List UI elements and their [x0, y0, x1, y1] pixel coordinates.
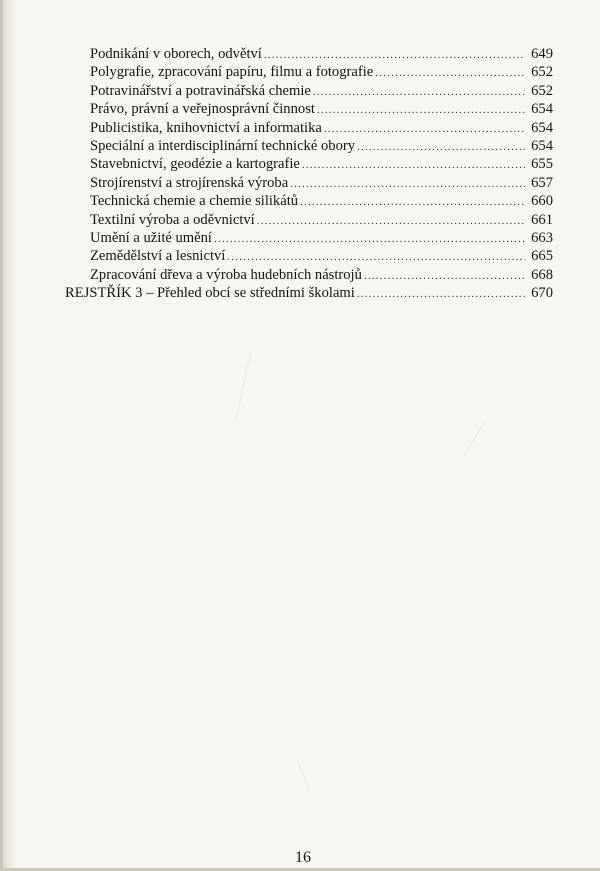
toc-entry[interactable]	[65, 100, 553, 118]
toc-entry-page: 655	[531, 156, 553, 173]
dot-leader	[257, 212, 525, 230]
toc-entry-page: 657	[531, 174, 553, 191]
dot-leader	[357, 138, 525, 156]
toc-entry-title: Umění a užité umění	[90, 229, 212, 246]
dot-leader	[313, 83, 525, 101]
toc-entry[interactable]	[65, 63, 553, 81]
toc-entry-page: 654	[531, 137, 553, 154]
dot-leader	[227, 248, 525, 266]
toc-entry-title: Potravinářství a potravinářská chemie	[90, 82, 311, 99]
toc-entry-page: 654	[531, 101, 553, 118]
dot-leader	[317, 101, 525, 119]
dot-leader	[290, 175, 525, 193]
toc-entry-title: Právo, právní a veřejnosprávní činnost	[90, 101, 315, 118]
toc-entry-page: 660	[531, 193, 553, 210]
table-of-contents	[65, 45, 553, 302]
toc-entry[interactable]	[65, 192, 553, 210]
toc-entry-page: 663	[531, 229, 553, 246]
toc-entry-title: Zpracování dřeva a výroba hudebních nástrojů	[90, 266, 362, 283]
toc-entry[interactable]	[65, 155, 553, 173]
toc-entry-page: 668	[531, 266, 553, 283]
toc-entry[interactable]	[65, 266, 553, 284]
show-through-mark	[298, 761, 309, 790]
toc-entry[interactable]	[65, 211, 553, 229]
toc-entry-page: 661	[531, 211, 553, 228]
show-through-mark	[236, 351, 252, 420]
toc-entry-title: Textilní výroba a oděvnictví	[90, 211, 255, 228]
toc-entry-title: Publicistika, knihovnictví a informatika	[90, 119, 322, 136]
toc-entry-page: 649	[531, 46, 553, 62]
toc-entry-page: 665	[531, 248, 553, 265]
toc-entry-title: Stavebnictví, geodézie a kartografie	[90, 156, 300, 173]
toc-entry-page: 652	[531, 64, 553, 81]
toc-entry-title: Strojírenství a strojírenská výroba	[90, 174, 289, 191]
dot-leader	[357, 285, 525, 303]
toc-entry-index[interactable]	[65, 284, 553, 302]
toc-entry[interactable]	[65, 45, 553, 63]
toc-entry[interactable]	[65, 137, 553, 155]
toc-entry-title: Zemědělství a lesnictví	[90, 248, 226, 265]
toc-entry[interactable]	[65, 174, 553, 192]
dot-leader	[324, 120, 525, 138]
toc-entry-title: Technická chemie a chemie silikátů	[90, 193, 299, 210]
dot-leader	[364, 267, 525, 285]
toc-entry-page: 652	[531, 82, 553, 99]
dot-leader	[375, 64, 525, 82]
toc-entry[interactable]	[65, 247, 553, 265]
toc-entry-page: 654	[531, 119, 553, 136]
dot-leader	[264, 46, 525, 64]
toc-entry-title: REJSTŘÍK 3 – Přehled obcí se středními školami	[65, 285, 355, 302]
toc-entry[interactable]	[65, 119, 553, 137]
toc-entry-title: Podnikání v oborech, odvětví	[90, 46, 262, 62]
toc-entry[interactable]	[65, 229, 553, 247]
dot-leader	[214, 230, 525, 248]
dot-leader	[302, 156, 525, 174]
toc-entry-page: 670	[531, 285, 553, 302]
toc-entry-title: Polygrafie, zpracování papíru, filmu a fotografie	[90, 64, 374, 81]
show-through-mark	[463, 422, 484, 457]
dot-leader	[300, 193, 525, 211]
toc-entry[interactable]	[65, 82, 553, 100]
toc-entry-title: Speciální a interdisciplinární technické obory	[90, 137, 356, 154]
page-number: 16	[295, 849, 311, 866]
